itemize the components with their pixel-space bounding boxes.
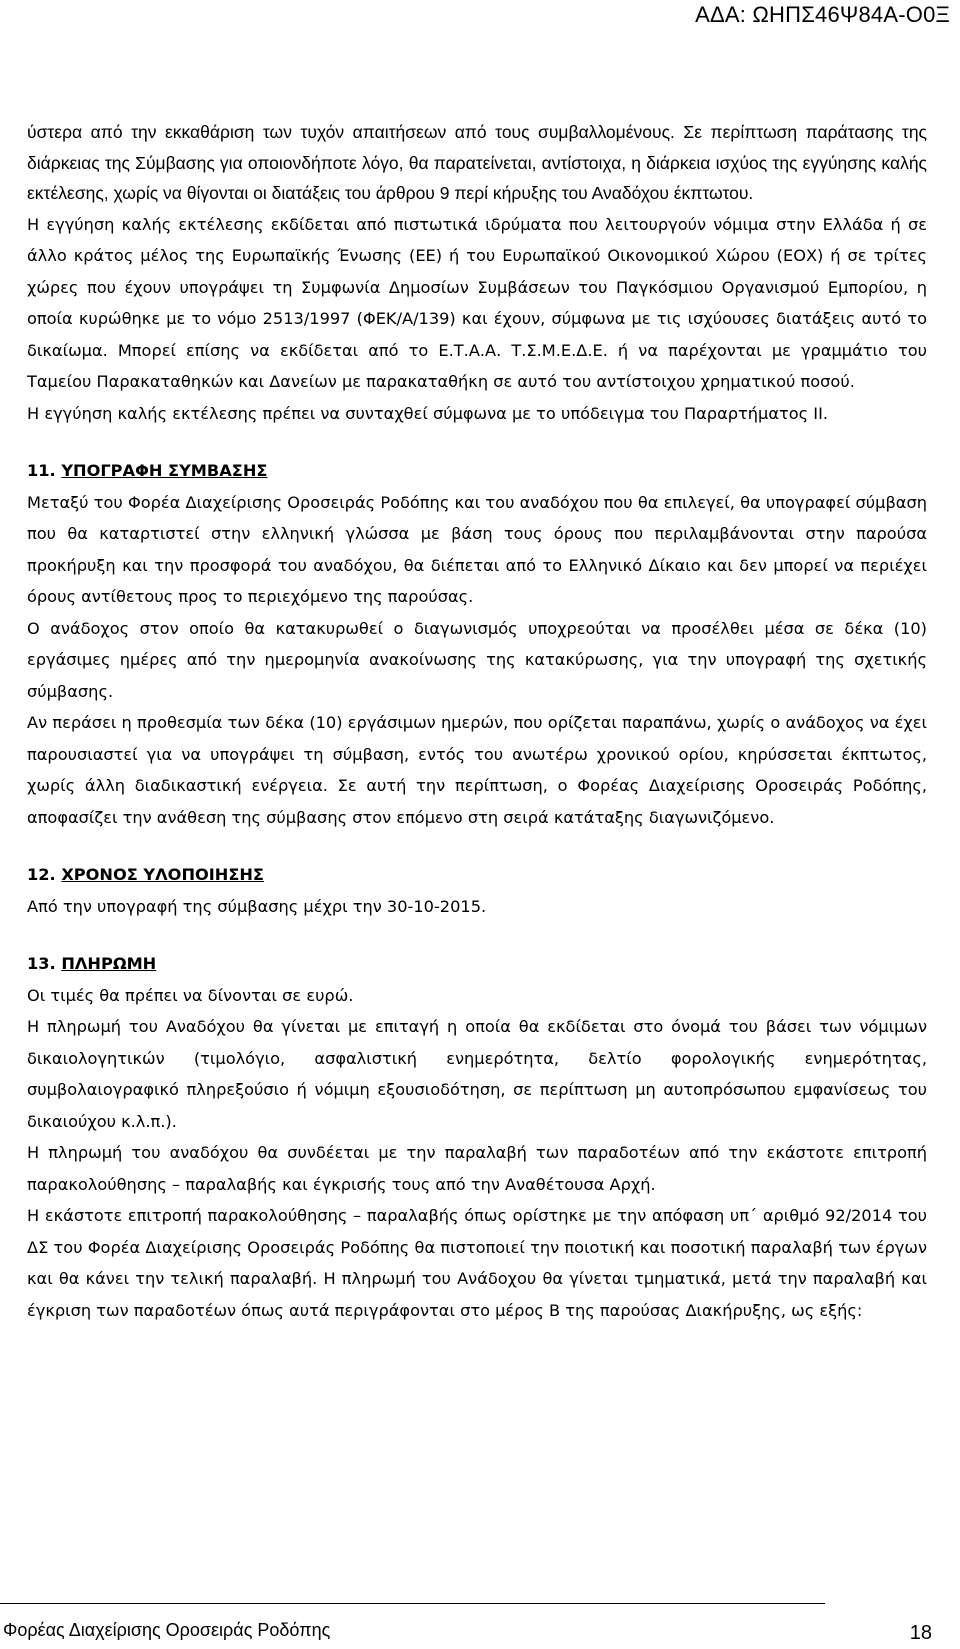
spacer xyxy=(27,833,927,859)
section-13-title: ΠΛΗΡΩΜΗ xyxy=(61,954,157,973)
document-body xyxy=(27,117,927,1326)
section-11 xyxy=(27,455,927,833)
intro-paragraph-extension: ύστερα από την εκκαθάριση των τυχόν απαιτήσεων από τους συμβαλλομένους. Σε περίπτωση παράτασης της διάρκειας της Σύμβασης για οποιονδήποτε λόγο, θα παρατείνεται, αντίστοιχα, η διάρκεια ισχύος της εγγύησης καλής εκτέλεσης, χωρίς να θίγονται οι διατάξεις του άρθρου 9 περί κήρυξης του Αναδόχου έκπτωτου. xyxy=(27,122,927,203)
section-13-paragraph-4: Η εκάστοτε επιτροπή παρακολούθησης – παραλαβής όπως ορίστηκε με την απόφαση υπ΄ αριθμό 92/2014 του ΔΣ του Φορέα Διαχείρισης Οροσειράς Ροδόπης θα πιστοποιεί την ποιοτική και ποσοτική παραλαβή των έργων και θα κάνει την τελική παραλαβή. Η πληρωμή του Ανάδοχου θα γίνεται τμηματικά, μετά την παραλαβή και έγκριση των παραδοτέων όπως αυτά περιγράφονται στο μέρος Β της παρούσας Διακήρυξης, ως εξής: xyxy=(27,1206,927,1320)
section-12-title: ΧΡΟΝΟΣ ΥΛΟΠΟΙΗΣΗΣ xyxy=(61,865,264,884)
section-12-number: 12. xyxy=(27,865,56,884)
intro-block xyxy=(27,117,927,429)
footer-divider xyxy=(0,1603,825,1604)
section-12 xyxy=(27,859,927,922)
section-12-heading xyxy=(27,859,927,891)
intro-paragraph-guarantee-issuers: Η εγγύηση καλής εκτέλεσης εκδίδεται από πιστωτικά ιδρύματα που λειτουργούν νόμιμα στην Ελλάδα ή σε άλλο κράτος μέλος της Ευρωπαϊκής Ένωσης (ΕΕ) ή του Ευρωπαϊκού Οικονομικού Χώρου (ΕΟΧ) ή σε τρίτες χώρες που έχουν υπογράψει τη Συμφωνία Δημοσίων Συμβάσεων του Παγκόσμιου Οργανισμού Εμπορίου, η οποία κυρώθηκε με το νόμο 2513/1997 (ΦΕΚ/Α/139) και έχουν, σύμφωνα με τις ισχύουσες διατάξεις αυτό το δικαίωμα. Μπορεί επίσης να εκδίδεται από το Ε.Τ.Α.Α. Τ.Σ.Μ.Ε.Δ.Ε. ή να παρέχονται με γραμμάτιο του Ταμείου Παρακαταθηκών και Δανείων με παρακαταθήκη σε αυτό του αντίστοιχου χρηματικού ποσού. xyxy=(27,214,927,391)
section-11-paragraph-1: Μεταξύ του Φορέα Διαχείρισης Οροσειράς Ροδόπης και του αναδόχου που θα επιλεγεί, θα υπογραφεί σύμβαση που θα καταρτιστεί στην ελληνική γλώσσα με βάση τους όρους που περιλαμβάνονται στην παρούσα προκήρυξη και την προσφορά του αναδόχου, θα διέπεται από το Ελληνικό Δίκαιο και δεν μπορεί να περιέχει όρους αντίθετους προς το περιεχόμενο της παρούσας. xyxy=(27,492,927,606)
spacer xyxy=(27,922,927,948)
section-13-paragraph-3: Η πληρωμή του αναδόχου θα συνδέεται με την παραλαβή των παραδοτέων από την εκάστοτε επιτροπή παρακολούθησης – παραλαβής και έγκρισής τους από την Αναθέτουσα Αρχή. xyxy=(27,1143,927,1194)
section-11-title: ΥΠΟΓΡΑΦΗ ΣΥΜΒΑΣΗΣ xyxy=(61,461,268,480)
section-13-paragraph-1: Οι τιμές θα πρέπει να δίνονται σε ευρώ. xyxy=(27,985,354,1005)
section-13-paragraph-2: Η πληρωμή του Αναδόχου θα γίνεται με επιταγή η οποία θα εκδίδεται στο όνομά του βάσει των νόμιμων δικαιολογητικών (τιμολόγιο, ασφαλιστική ενημερότητα, δελτίο φορολογικής ενημερότητας, συμβολαιογραφικό πληρεξούσιο ή νόμιμη εξουσιοδότηση, σε περίπτωση μη αυτοπρόσωπου εμφανίσεως του δικαιούχου κ.λ.π.). xyxy=(27,1017,927,1131)
section-13-heading xyxy=(27,948,927,980)
section-11-paragraph-3: Αν περάσει η προθεσμία των δέκα (10) εργάσιμων ημερών, που ορίζεται παραπάνω, χωρίς ο ανάδοχος να έχει παρουσιαστεί για να υπογράψει τη σύμβαση, εντός του ανωτέρω χρονικού ορίου, κηρύσσεται έκπτωτος, χωρίς άλλη διαδικαστική ενέργεια. Σε αυτή την περίπτωση, ο Φορέας Διαχείρισης Οροσειράς Ροδόπης, αποφασίζει την ανάθεση της σύμβασης στον επόμενο στη σειρά κατάταξης διαγωνιζόμενο. xyxy=(27,713,927,827)
page-number: 18 xyxy=(909,1622,932,1644)
intro-paragraph-guarantee-template: Η εγγύηση καλής εκτέλεσης πρέπει να συνταχθεί σύμφωνα με το υπόδειγμα του Παραρτήματος ΙΙ. xyxy=(27,403,828,423)
section-12-paragraph-1: Από την υπογραφή της σύμβασης μέχρι την 30-10-2015. xyxy=(27,896,487,916)
section-13 xyxy=(27,948,927,1326)
ada-code-header: ΑΔΑ: ΩΗΠΣ46Ψ84Α-Ο0Ξ xyxy=(695,2,950,27)
section-11-number: 11. xyxy=(27,461,56,480)
section-13-number: 13. xyxy=(27,954,56,973)
section-11-heading xyxy=(27,455,927,487)
section-11-paragraph-2: Ο ανάδοχος στον οποίο θα κατακυρωθεί ο διαγωνισμός υποχρεούται να προσέλθει μέσα σε δέκα (10) εργάσιμες ημέρες από την ημερομηνία ανακοίνωσης της κατακύρωσης, για την υπογραφή της σχετικής σύμβασης. xyxy=(27,618,927,701)
spacer xyxy=(27,429,927,455)
footer-organization: Φορέας Διαχείρισης Οροσειράς Ροδόπης xyxy=(3,1620,331,1640)
